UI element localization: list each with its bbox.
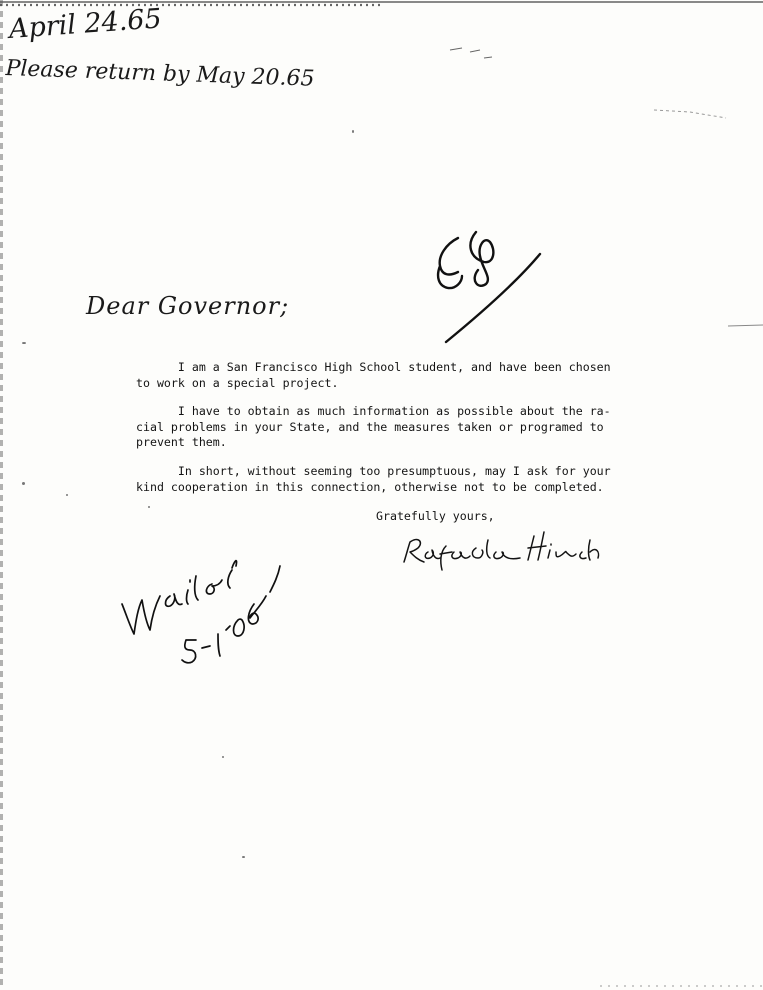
letter-paragraph-2: I have to obtain as much information as possible about the ra- cial problems in your State, and the measures taken or programed to prevent them.	[136, 404, 611, 449]
salutation: Dear Governor;	[86, 292, 290, 320]
letter-closing: Gratefully yours,	[376, 509, 495, 523]
handwritten-return-note: Please return by May 20.65	[5, 56, 315, 92]
handwritten-date: April 24.65	[8, 3, 163, 45]
letter-paragraph-1: I am a San Francisco High School student, and have been chosen to work on a special project.	[136, 360, 611, 390]
letter-paragraph-3: In short, without seeming too presumptuous, may I ask for your kind cooperation in this connection, otherwise not to be completed.	[136, 464, 611, 494]
